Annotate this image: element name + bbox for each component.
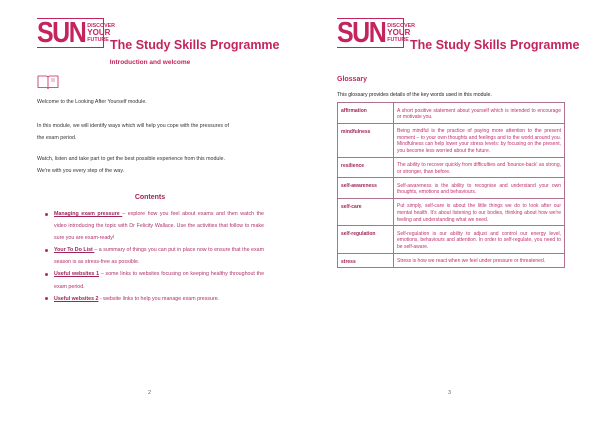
support-text: We're with you every step of the way. [37,168,125,174]
to-do-list-link[interactable]: Your To Do List [54,247,95,254]
table-row: self-care Put simply, self-care is about the little things we do to look after our mental health. It's about listening to our bodies, thinking about how we're feeling and understanding what we need. [338,198,565,225]
glossary-intro: This glossary provides details of the key words used in this module. [337,92,492,98]
sun-logo: SUN DISCOVER YOUR FUTURE [37,16,115,49]
table-row: mindfulness Being mindful is the practice of paying more attention to the present moment – to your own thoughts and feelings and to the world around you. Mindfulness can help lower your stress levels: by focusing on the present, you become less worried about the future. [338,123,565,157]
contents-item: Useful websites 2 - website links to help you manage exam pressure. [44,293,264,305]
useful-websites-1-link[interactable]: Useful websites 1 [54,271,100,278]
table-row: self-awareness Self-awareness is the ability to recognise and understand your own thoughts, emotions and behaviours. [338,178,565,199]
section-subtitle: Introduction and welcome [109,59,191,66]
watch-text: Watch, listen and take part to get the best possible experience from this module. [37,156,225,162]
book-icon [37,74,59,90]
contents-list [44,208,264,305]
table-row: resilience The ability to recover quickly from difficulties and 'bounce-back' as strong, or stronger, than before. [338,157,565,178]
page-title: The Study Skills Programme [110,38,280,52]
table-row: self-regulation Self-regulation is our ability to adjust and control our energy level, emotions, behaviours and attention. In order to self-regulate, you need to be self-aware. [338,226,565,253]
contents-item: Useful websites 1 – some links to websites focusing on keeping healthy throughout the exam period. [44,268,264,292]
table-row: stress Stress is how we react when we feel under pressure or threatened. [338,253,565,268]
page-title: The Study Skills Programme [410,38,580,52]
useful-websites-2-link[interactable]: Useful websites 2 [54,295,99,302]
intro-text: In this module, we will identify ways which will help you cope with the pressures of [37,123,229,129]
contents-item: Managing exam pressure – explore how you feel about exams and then watch the video introducing the topic with Dr Felicity Wallace. Use the activities that follow to make sure you are exam-ready! [44,208,264,244]
sun-logo: SUN DISCOVER YOUR FUTURE [337,16,415,49]
page-number: 2 [148,390,152,396]
glossary-table [337,102,565,268]
contents-item: Your To Do List – a summary of things you can put in place now to ensure that the exam season is as stress-free as possible. [44,244,264,268]
welcome-text: Welcome to the Looking After Yourself module. [37,99,147,105]
table-row: affirmation A short positive statement about yourself which is intended to encourage or motivate you. [338,103,565,124]
managing-exam-pressure-link[interactable]: Managing exam pressure [54,211,123,217]
contents-heading: Contents [134,194,166,201]
page-number: 3 [448,390,452,396]
intro-text-cont: the exam period. [37,135,77,141]
glossary-heading: Glossary [337,76,367,83]
